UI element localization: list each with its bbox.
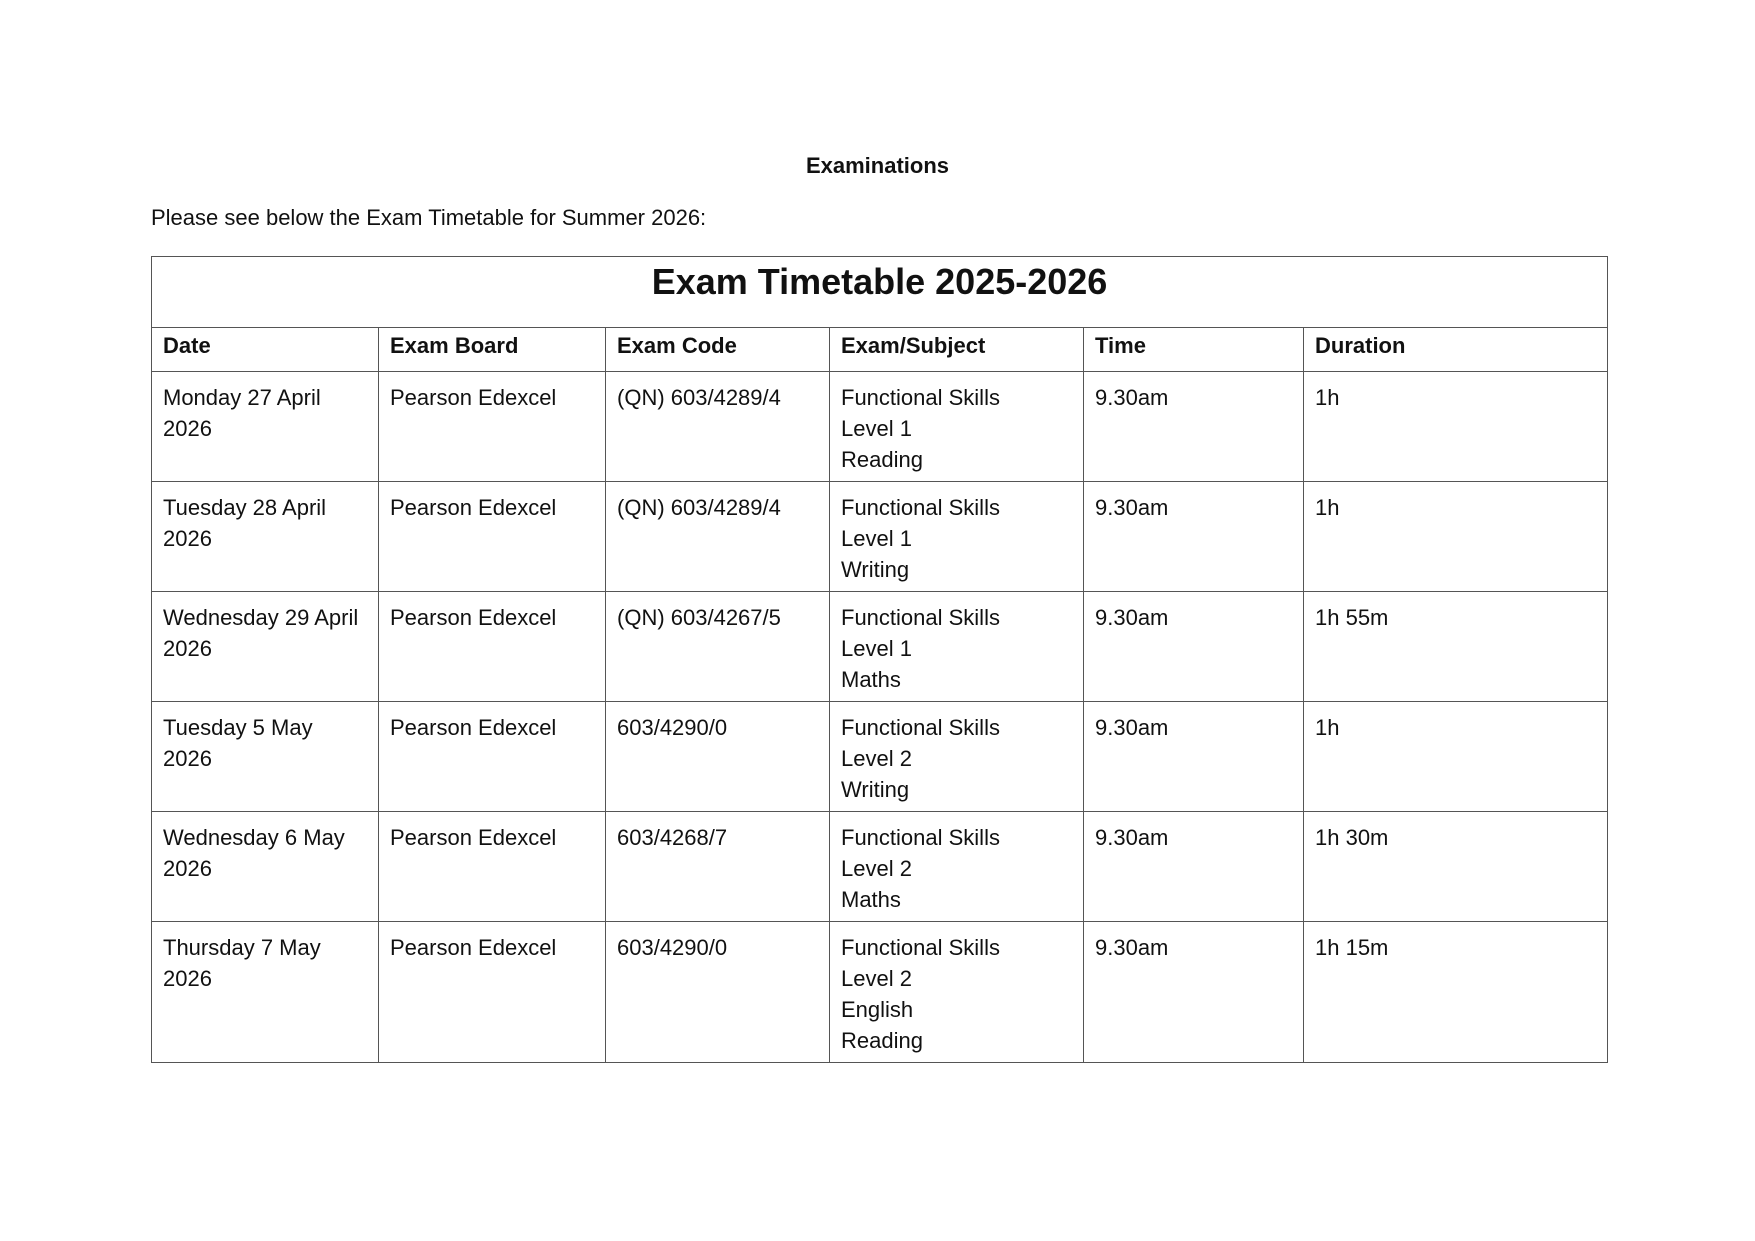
cell-date: Tuesday 5 May 2026 — [152, 702, 379, 812]
subject-line: Level 2 — [841, 856, 912, 881]
subject-line: Level 1 — [841, 416, 912, 441]
cell-exam-subject — [830, 702, 1084, 812]
cell-exam-board: Pearson Edexcel — [379, 812, 606, 922]
subject-line: Functional Skills — [841, 935, 1000, 960]
subject-line: Functional Skills — [841, 385, 1000, 410]
subject-line: Writing — [841, 777, 910, 802]
timetable-title-row — [152, 257, 1608, 328]
table-row — [152, 812, 1608, 922]
cell-date: Thursday 7 May 2026 — [152, 922, 379, 1063]
cell-time: 9.30am — [1084, 812, 1304, 922]
subject-line: Level 2 — [841, 966, 912, 991]
page-heading: Examinations — [805, 153, 950, 178]
subject-line: Reading — [841, 447, 923, 472]
cell-exam-board: Pearson Edexcel — [379, 922, 606, 1063]
cell-exam-subject — [830, 812, 1084, 922]
cell-exam-board: Pearson Edexcel — [379, 702, 606, 812]
subject-line: Level 1 — [841, 526, 912, 551]
cell-duration: 1h 55m — [1304, 592, 1608, 702]
cell-exam-subject — [830, 592, 1084, 702]
cell-duration: 1h — [1304, 702, 1608, 812]
timetable-header-row — [152, 328, 1608, 372]
subject-line: Maths — [841, 887, 901, 912]
cell-duration: 1h — [1304, 372, 1608, 482]
cell-time: 9.30am — [1084, 372, 1304, 482]
cell-exam-board: Pearson Edexcel — [379, 592, 606, 702]
cell-date: Wednesday 29 April 2026 — [152, 592, 379, 702]
exam-timetable — [151, 256, 1608, 1063]
cell-exam-code: 603/4290/0 — [606, 702, 830, 812]
cell-exam-board: Pearson Edexcel — [379, 372, 606, 482]
subject-line: Functional Skills — [841, 825, 1000, 850]
subject-line: Level 2 — [841, 746, 912, 771]
column-header-time: Time — [1084, 328, 1304, 372]
cell-time: 9.30am — [1084, 482, 1304, 592]
cell-exam-code: 603/4290/0 — [606, 922, 830, 1063]
column-header-exam-subject: Exam/Subject — [830, 328, 1084, 372]
subject-line: Writing — [841, 557, 910, 582]
table-row — [152, 372, 1608, 482]
cell-date: Wednesday 6 May 2026 — [152, 812, 379, 922]
cell-date: Monday 27 April 2026 — [152, 372, 379, 482]
cell-time: 9.30am — [1084, 922, 1304, 1063]
column-header-date: Date — [152, 328, 379, 372]
subject-line: Functional Skills — [841, 495, 1000, 520]
cell-date: Tuesday 28 April 2026 — [152, 482, 379, 592]
cell-exam-code: (QN) 603/4289/4 — [606, 372, 830, 482]
cell-exam-board: Pearson Edexcel — [379, 482, 606, 592]
column-header-duration: Duration — [1304, 328, 1608, 372]
cell-exam-subject — [830, 372, 1084, 482]
column-header-exam-code: Exam Code — [606, 328, 830, 372]
table-row — [152, 592, 1608, 702]
subject-line: English — [841, 997, 914, 1022]
cell-exam-code: 603/4268/7 — [606, 812, 830, 922]
cell-duration: 1h 15m — [1304, 922, 1608, 1063]
cell-exam-code: (QN) 603/4267/5 — [606, 592, 830, 702]
subject-line: Level 1 — [841, 636, 912, 661]
cell-exam-code: (QN) 603/4289/4 — [606, 482, 830, 592]
subject-line: Reading — [841, 1028, 923, 1053]
subject-line: Maths — [841, 667, 901, 692]
cell-time: 9.30am — [1084, 592, 1304, 702]
table-row — [152, 922, 1608, 1063]
table-row — [152, 482, 1608, 592]
timetable-title: Exam Timetable 2025-2026 — [152, 257, 1608, 328]
cell-duration: 1h — [1304, 482, 1608, 592]
subject-line: Functional Skills — [841, 605, 1000, 630]
subject-line: Functional Skills — [841, 715, 1000, 740]
cell-time: 9.30am — [1084, 702, 1304, 812]
cell-exam-subject — [830, 922, 1084, 1063]
column-header-exam-board: Exam Board — [379, 328, 606, 372]
cell-exam-subject — [830, 482, 1084, 592]
intro-text: Please see below the Exam Timetable for Summer 2026: — [151, 205, 707, 230]
table-row — [152, 702, 1608, 812]
cell-duration: 1h 30m — [1304, 812, 1608, 922]
